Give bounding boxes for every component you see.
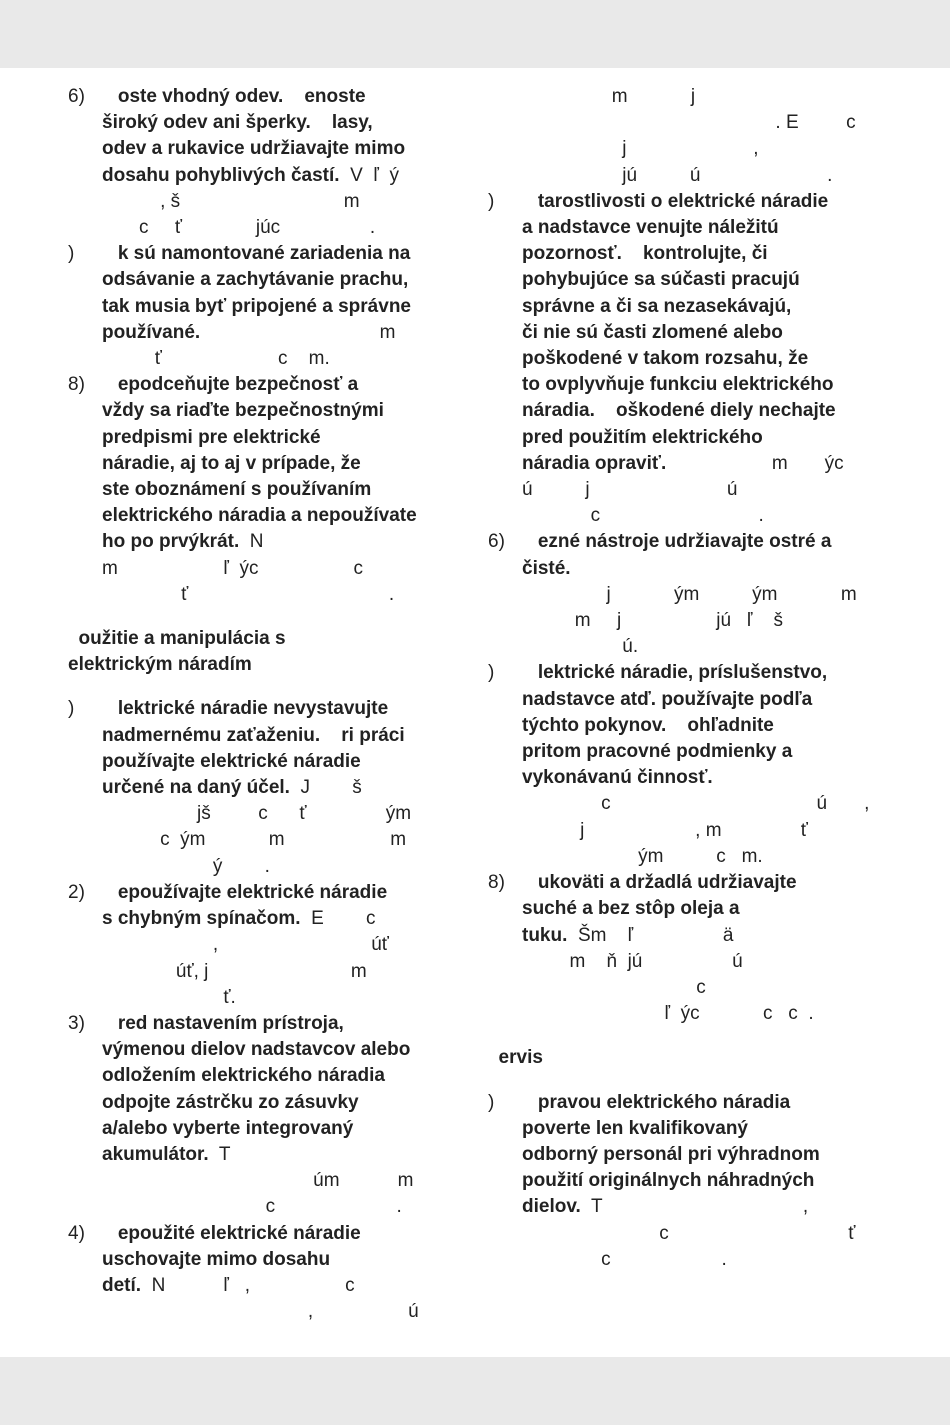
spacer <box>488 1027 888 1045</box>
left-item <box>68 372 468 608</box>
item-normal-text: ľ ýc c c . <box>522 1003 814 1025</box>
item-normal-text: N ľ , c <box>141 1274 355 1296</box>
item-bold-text: dosahu pohyblivých častí. <box>102 164 340 186</box>
item-normal-text: c . <box>522 505 764 527</box>
item-bold-text: nadstavce atď. používajte podľa <box>522 688 813 710</box>
item-normal-text: ú j ú <box>522 479 738 501</box>
left-item <box>68 241 468 372</box>
item-normal-text: V ľ ý <box>339 164 399 186</box>
item-normal-text: T , <box>580 1196 809 1218</box>
item-line <box>522 1090 888 1116</box>
section-heading: ervis <box>488 1047 543 1069</box>
item-line <box>102 880 468 906</box>
item-line <box>102 1221 468 1247</box>
item-bold-text: široký odev ani šperky. lasy, <box>102 112 373 134</box>
item-line <box>102 1142 468 1168</box>
item-line <box>522 660 888 686</box>
item-bold-text: používané. <box>102 321 201 343</box>
item-normal-text: ú. <box>522 636 639 658</box>
item-bold-text: použití originálnych náhradných <box>522 1170 815 1192</box>
item-normal-text: , š m <box>102 190 360 212</box>
item-line <box>102 775 468 801</box>
item-bold-text: ho po prvýkrát. <box>102 531 240 553</box>
left-item <box>68 84 468 241</box>
item-bold-text: nadmernému zaťaženiu. ri práci <box>102 724 405 746</box>
item-normal-text: , úť <box>102 934 389 956</box>
item-bold-text: lektrické náradie, príslušenstvo, <box>522 662 828 684</box>
item-normal-text: c ú , <box>522 793 870 815</box>
item-line <box>102 723 468 749</box>
item-bold-text: ezné nástroje udržiavajte ostré a <box>522 531 832 553</box>
item-bold-text: suché a bez stôp oleja a <box>522 898 740 920</box>
item-line <box>522 529 888 555</box>
item-normal-text: ý . <box>102 855 270 877</box>
top-margin-band <box>0 0 950 68</box>
item-bold-text: epoužité elektrické náradie <box>102 1222 361 1244</box>
item-normal-text: Šm ľ ä <box>567 924 734 946</box>
item-bold-text: akumulátor. <box>102 1143 209 1165</box>
item-line <box>102 398 468 424</box>
item-line <box>102 529 468 555</box>
item-line <box>102 749 468 775</box>
item-line <box>102 84 468 110</box>
item-line <box>102 906 468 932</box>
item-normal-text: j , <box>522 138 759 160</box>
item-bold-text: dielov. <box>522 1196 581 1218</box>
item-normal-text: c ť <box>522 1222 856 1244</box>
left-item <box>68 880 468 1011</box>
left-column <box>68 84 468 1325</box>
item-normal-text: ť . <box>102 583 395 605</box>
section-heading: oužitie a manipulácia s elektrickým náradím <box>68 628 286 676</box>
item-line <box>102 372 468 398</box>
item-normal-text: c ť júc . <box>102 217 376 239</box>
item-bold-text: tak musia byť pripojené a správne <box>102 295 411 317</box>
item-bold-text: k sú namontované zariadenia na <box>102 243 411 265</box>
item-line <box>522 1168 888 1194</box>
item-bold-text: oste vhodný odev. enoste <box>102 86 366 107</box>
item-line <box>102 1116 468 1142</box>
item-number: ) <box>488 190 495 212</box>
item-bold-text: správne a či sa nezasekávajú, <box>522 295 792 317</box>
item-line <box>102 477 468 503</box>
item-number: 4) <box>68 1222 85 1244</box>
item-line <box>102 451 468 477</box>
item-bold-text: náradia. oškodené diely nechajte <box>522 400 836 422</box>
item-bold-text: epoužívajte elektrické náradie <box>102 881 388 903</box>
item-line <box>102 294 468 320</box>
item-line <box>522 398 888 424</box>
item-normal-text: , ú <box>102 1301 419 1323</box>
item-line <box>522 215 888 241</box>
left-item <box>68 696 468 879</box>
item-normal-text: m j jú ľ š <box>522 610 784 632</box>
item-number: 8) <box>68 374 85 396</box>
item-normal-text: ť. <box>102 986 236 1008</box>
item-line <box>102 241 468 267</box>
item-number: ) <box>488 662 495 684</box>
item-bold-text: elektrického náradia a nepoužívate <box>102 505 417 527</box>
item-normal-text: j ým ým m <box>522 583 857 605</box>
right-item <box>488 870 888 1027</box>
item-line <box>522 687 888 713</box>
left-item <box>68 1011 468 1221</box>
item-normal-text: m j <box>522 86 696 107</box>
item-normal-text: úť, j m <box>102 960 367 982</box>
item-normal-text: N <box>239 531 264 553</box>
item-normal-text: E c <box>300 908 376 930</box>
item-bold-text: predpismi pre elektrické <box>102 426 321 448</box>
item-line <box>102 1273 468 1299</box>
item-bold-text: výmenou dielov nadstavcov alebo <box>102 1039 411 1061</box>
item-line <box>522 294 888 320</box>
item-line <box>522 556 888 582</box>
item-bold-text: epodceňujte bezpečnosť a <box>102 374 359 396</box>
item-line <box>522 241 888 267</box>
item-number: ) <box>68 698 75 720</box>
item-normal-text: jš c ť ým <box>102 803 412 825</box>
item-bold-text: a nadstavce venujte náležitú <box>522 217 779 239</box>
item-bold-text: pozornosť. kontrolujte, či <box>522 243 768 265</box>
item-bold-text: odpojte zástrčku zo zásuvky <box>102 1091 359 1113</box>
item-line <box>522 870 888 896</box>
item-number: 2) <box>68 881 85 903</box>
right-item <box>488 529 888 660</box>
item-line <box>102 1037 468 1063</box>
item-line <box>522 896 888 922</box>
item-bold-text: vykonávanú činnosť. <box>522 767 713 789</box>
item-line <box>102 696 468 722</box>
item-line <box>522 1116 888 1142</box>
right-column <box>488 84 888 1273</box>
item-bold-text: to ovplyvňuje funkciu elektrického <box>522 374 834 396</box>
item-number: ) <box>488 1091 495 1113</box>
item-line <box>522 1194 888 1220</box>
left-item <box>68 1221 468 1326</box>
item-bold-text: používajte elektrické náradie <box>102 750 361 772</box>
item-line <box>102 1090 468 1116</box>
bottom-margin-band <box>0 1357 950 1425</box>
item-line <box>522 451 888 477</box>
item-bold-text: poverte len kvalifikovaný <box>522 1117 748 1139</box>
item-bold-text: s chybným spínačom. <box>102 908 301 930</box>
item-bold-text: tuku. <box>522 924 568 946</box>
item-bold-text: detí. <box>102 1274 142 1296</box>
item-bold-text: odev a rukavice udržiavajte mimo <box>102 138 406 160</box>
item-normal-text: jú ú . <box>522 164 833 186</box>
item-bold-text: odsávanie a zachytávanie prachu, <box>102 269 409 291</box>
item-bold-text: red nastavením prístroja, <box>102 1012 344 1034</box>
item-normal-text: c . <box>522 1248 727 1270</box>
item-line <box>102 136 468 162</box>
item-line <box>102 163 468 189</box>
right-item <box>488 189 888 530</box>
item-line <box>102 425 468 451</box>
item-line <box>102 320 468 346</box>
item-bold-text: určené na daný účel. <box>102 777 290 799</box>
item-normal-text: c <box>522 976 706 998</box>
right-lead-text <box>488 84 888 189</box>
item-normal-text: j , m ť <box>522 819 808 841</box>
item-bold-text: odborný personál pri výhradnom <box>522 1143 820 1165</box>
spacer <box>68 608 468 626</box>
item-bold-text: pritom pracovné podmienky a <box>522 741 793 763</box>
item-bold-text: náradie, aj to aj v prípade, že <box>102 452 361 474</box>
item-line <box>522 346 888 372</box>
item-bold-text: uschovajte mimo dosahu <box>102 1248 331 1270</box>
item-normal-text: m ň jú ú <box>522 950 743 972</box>
item-line <box>522 713 888 739</box>
item-line <box>522 739 888 765</box>
item-line <box>102 1063 468 1089</box>
item-bold-text: pravou elektrického náradia <box>522 1091 791 1113</box>
item-bold-text: vždy sa riaďte bezpečnostnými <box>102 400 384 422</box>
spacer <box>68 678 468 696</box>
right-item <box>488 1090 888 1273</box>
item-line <box>102 1247 468 1273</box>
item-normal-text: . E c <box>522 112 856 134</box>
item-bold-text: tarostlivosti o elektrické náradie <box>522 190 829 212</box>
item-line <box>522 372 888 398</box>
item-bold-text: či nie sú časti zlomené alebo <box>522 321 783 343</box>
item-bold-text: náradia opraviť. <box>522 452 667 474</box>
item-number: 3) <box>68 1012 85 1034</box>
item-line <box>102 110 468 136</box>
item-normal-text: c ým m m <box>102 829 407 851</box>
item-line <box>522 765 888 791</box>
item-normal-text: m ýc <box>666 452 844 474</box>
item-line <box>102 267 468 293</box>
item-bold-text: pohybujúce sa súčasti pracujú <box>522 269 800 291</box>
item-bold-text: odložením elektrického náradia <box>102 1065 385 1087</box>
spacer <box>488 1072 888 1090</box>
item-bold-text: týchto pokynov. ohľadnite <box>522 714 774 736</box>
item-line <box>522 320 888 346</box>
item-number: 8) <box>488 872 505 894</box>
right-item <box>488 660 888 870</box>
item-line <box>102 1011 468 1037</box>
item-normal-text: T <box>208 1143 231 1165</box>
item-number: 6) <box>68 86 85 107</box>
item-number: ) <box>68 243 75 265</box>
item-line <box>522 267 888 293</box>
item-bold-text: a/alebo vyberte integrovaný <box>102 1117 354 1139</box>
item-line <box>102 503 468 529</box>
item-line <box>522 1142 888 1168</box>
item-bold-text: čisté. <box>522 557 571 579</box>
item-bold-text: lektrické náradie nevystavujte <box>102 698 389 720</box>
item-normal-text: J š <box>289 777 362 799</box>
item-bold-text: ukoväti a držadlá udržiavajte <box>522 872 797 894</box>
item-normal-text: ým c m. <box>522 845 763 867</box>
item-bold-text: pred použitím elektrického <box>522 426 763 448</box>
item-line <box>522 189 888 215</box>
item-line <box>522 425 888 451</box>
item-normal-text: m ľ ýc c <box>102 557 364 579</box>
item-line <box>522 923 888 949</box>
item-normal-text: úm m <box>102 1170 414 1192</box>
item-bold-text: poškodené v takom rozsahu, že <box>522 348 809 370</box>
item-normal-text: m <box>200 321 396 343</box>
item-number: 6) <box>488 531 505 553</box>
item-bold-text: ste oboznámení s používaním <box>102 479 372 501</box>
item-normal-text: c . <box>102 1196 402 1218</box>
item-normal-text: ť c m. <box>102 348 330 370</box>
